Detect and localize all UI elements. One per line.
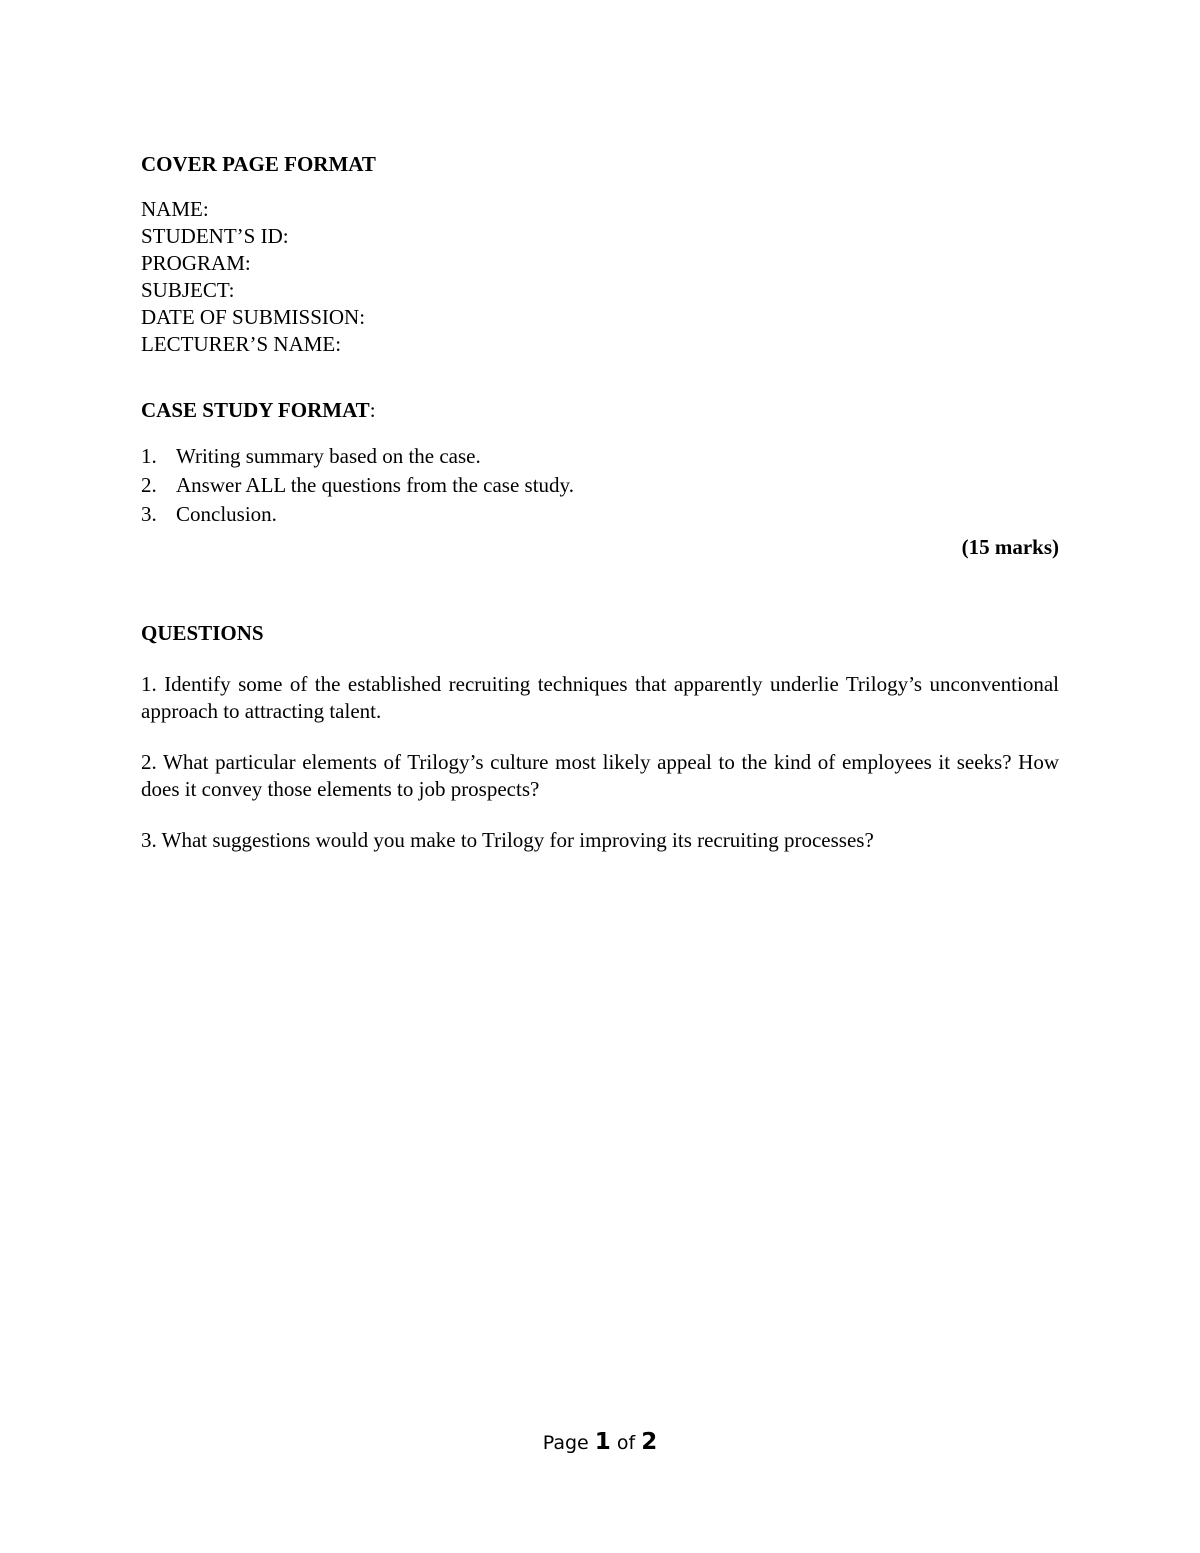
footer-current-page: 1 bbox=[594, 1429, 611, 1455]
question-1: 1. Identify some of the established recruiting techniques that apparently underlie Trilogy’s unconventional approach to attracting talent. bbox=[141, 672, 1059, 723]
list-item-number: 1. bbox=[141, 444, 157, 468]
marks-label: (15 marks) bbox=[961, 535, 1059, 559]
case-study-list bbox=[141, 442, 1059, 529]
list-item-text: Writing summary based on the case. bbox=[176, 444, 481, 468]
case-study-heading bbox=[141, 396, 1059, 424]
question-2: 2. What particular elements of Trilogy’s culture most likely appeal to the kind of employees it seeks? How does it convey those elements to job prospects? bbox=[141, 750, 1059, 801]
field-student-id: STUDENT’S ID: bbox=[141, 224, 289, 248]
field-lecturer-name: LECTURER’S NAME: bbox=[141, 332, 342, 356]
cover-page-heading: COVER PAGE FORMAT bbox=[141, 152, 376, 176]
page-number-footer bbox=[0, 1428, 1200, 1457]
list-item bbox=[141, 442, 1059, 471]
footer-total-pages: 2 bbox=[641, 1429, 658, 1455]
list-item-number: 3. bbox=[141, 502, 157, 526]
case-study-heading-text: CASE STUDY FORMAT bbox=[141, 398, 370, 422]
field-name: NAME: bbox=[141, 197, 209, 221]
footer-page-word: Page bbox=[542, 1432, 589, 1454]
page-content bbox=[141, 150, 1059, 854]
footer-of-word: of bbox=[616, 1432, 636, 1454]
question-3: 3. What suggestions would you make to Trilogy for improving its recruiting processes? bbox=[141, 828, 874, 852]
case-study-heading-colon: : bbox=[369, 398, 376, 422]
list-item-text: Conclusion. bbox=[176, 502, 277, 526]
list-item-text: Answer ALL the questions from the case study. bbox=[176, 473, 574, 497]
field-date-of-submission: DATE OF SUBMISSION: bbox=[141, 305, 366, 329]
field-program: PROGRAM: bbox=[141, 251, 251, 275]
cover-fields bbox=[141, 196, 1059, 358]
list-item bbox=[141, 500, 1059, 529]
list-item bbox=[141, 471, 1059, 500]
questions-heading: QUESTIONS bbox=[141, 621, 264, 645]
field-subject: SUBJECT: bbox=[141, 278, 235, 302]
list-item-number: 2. bbox=[141, 473, 157, 497]
